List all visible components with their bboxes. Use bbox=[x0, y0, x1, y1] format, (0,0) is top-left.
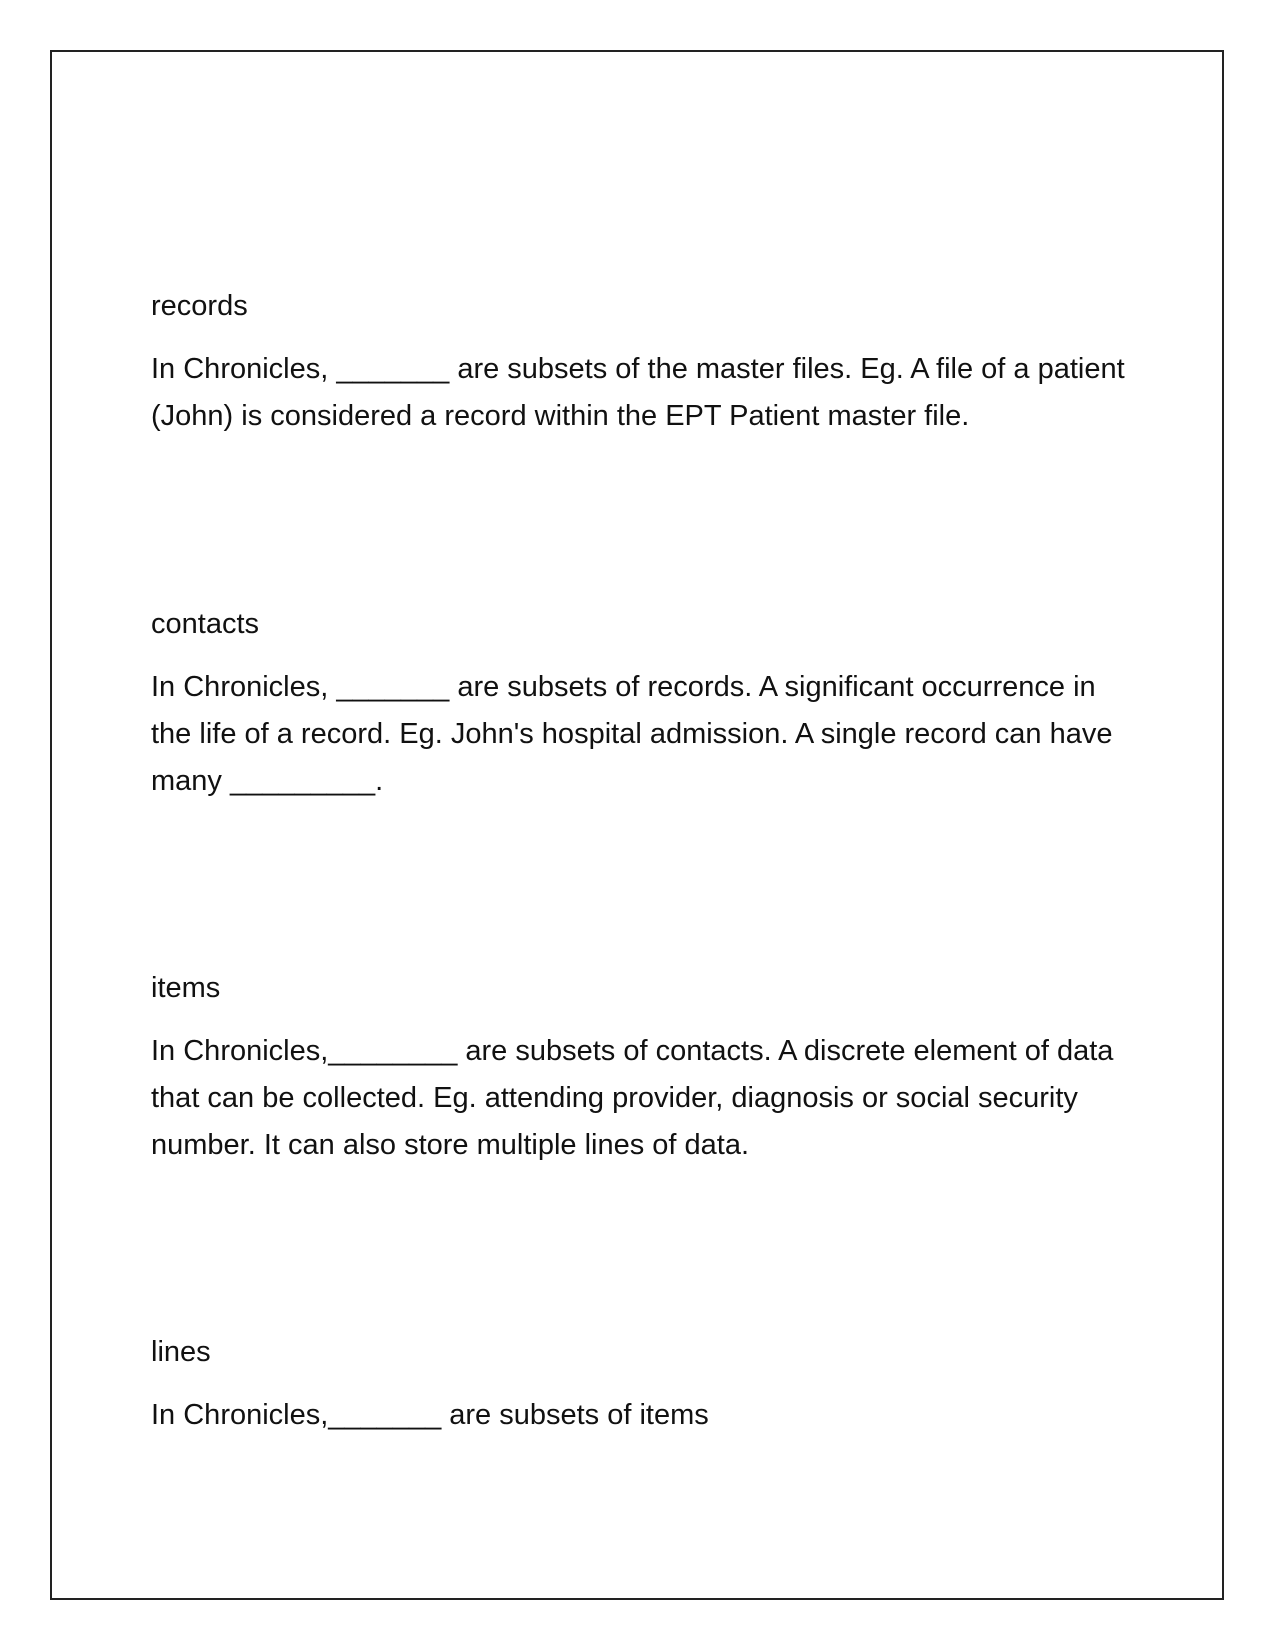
flashcard-definition: In Chronicles, _______ are subsets of records. A significant occurrence in the life of a record. Eg. John's hospital admission. A single record can have many _________. bbox=[151, 671, 1113, 797]
flashcard bbox=[151, 606, 1131, 805]
flashcard bbox=[151, 288, 1131, 440]
flashcard-term: records bbox=[151, 290, 248, 322]
flashcard-definition: In Chronicles, _______ are subsets of the master files. Eg. A file of a patient (John) is considered a record within the EPT Patient master file. bbox=[151, 353, 1125, 432]
flashcard-term: items bbox=[151, 972, 221, 1004]
flashcard-term: contacts bbox=[151, 608, 259, 640]
flashcard-definition: In Chronicles,________ are subsets of contacts. A discrete element of data that can be collected. Eg. attending provider, diagnosis or social security number. It can also store multiple lines of data. bbox=[151, 1035, 1114, 1161]
flashcard-definition: In Chronicles,_______ are subsets of items bbox=[151, 1399, 709, 1431]
flashcard bbox=[151, 1334, 1131, 1439]
flashcard-term: lines bbox=[151, 1336, 211, 1368]
flashcard bbox=[151, 970, 1131, 1169]
